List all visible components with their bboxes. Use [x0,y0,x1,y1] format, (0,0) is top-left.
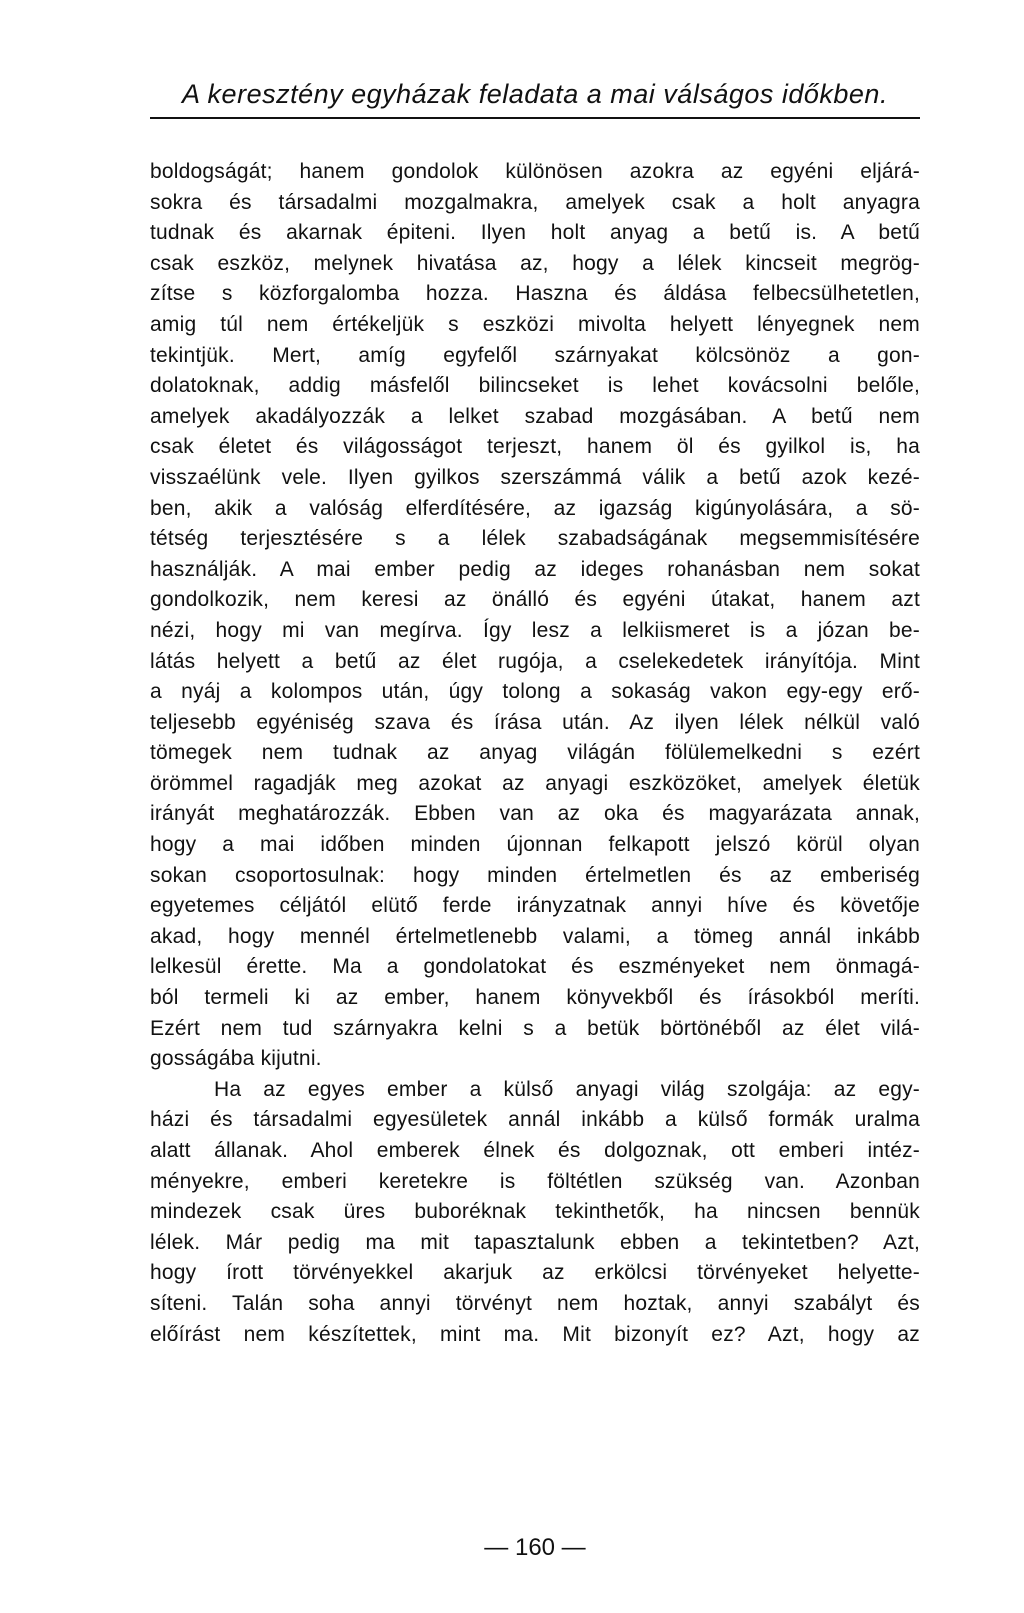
text-line: Ezért nem tud szárnyakra kelni s a betük börtönéből az élet vilá- [150,1016,920,1040]
text-line: örömmel ragadják meg azokat az anyagi eszközöket, amelyek életük [150,771,920,795]
text-line: zítse s közforgalomba hozza. Haszna és áldása felbecsülhetetlen, [150,282,920,306]
text-line: gondolkozik, nem keresi az önálló és egyéni útakat, hanem azt [150,588,920,612]
text-line: hogy a mai időben minden újonnan felkapott jelszó körül olyan [150,833,920,857]
running-title: A keresztény egyházak feladata a mai válságos időkben. [182,79,888,109]
text-line: dolatoknak, addig másfelől bilincseket is lehet kovácsolni belőle, [150,374,920,398]
text-line: használják. A mai ember pedig az ideges rohanásban nem sokat [150,557,920,581]
text-line: visszaélünk vele. Ilyen gyilkos szerszámmá válik a betű azok kezé- [150,465,920,489]
text-line: tekintjük. Mert, amíg egyfelől szárnyakat kölcsönöz a gon- [150,343,920,367]
text-line: lelkesül érette. Ma a gondolatokat és eszményeket nem önmagá- [150,955,920,979]
text-line: a nyáj a kolompos után, úgy tolong a sokaság vakon egy-egy erő- [150,680,920,704]
text-line: előírást nem készítettek, mint ma. Mit bizonyít ez? Azt, hogy az [150,1322,920,1346]
body-text [150,157,920,1350]
text-line: nézi, hogy mi van megírva. Így lesz a lelkiismeret is a józan be- [150,618,920,642]
text-line: csak életet és világosságot terjeszt, hanem öl és gyilkol is, ha [150,435,920,459]
text-line: tudnak és akarnak épiteni. Ilyen holt anyag a betű is. A betű [150,221,920,245]
text-line: alatt állanak. Ahol emberek élnek és dolgoznak, ott emberi intéz- [150,1139,920,1162]
text-line: ben, akik a valóság elferdítésére, az igazság kigúnyolására, a sö- [150,496,920,520]
text-line: egyetemes céljától elütő ferde irányzatnak annyi híve és követője [150,894,920,918]
paragraph-1 [150,157,920,1075]
text-line: síteni. Talán soha annyi törvényt nem hoztak, annyi szabályt és [150,1291,920,1315]
text-line: házi és társadalmi egyesületek annál inkább a külső formák uralma [150,1108,920,1132]
text-line: ból termeli ki az ember, hanem könyvekből és írásokból meríti. [150,986,920,1010]
text-line: csak eszköz, melynek hivatása az, hogy a lélek kincseit megrög- [150,251,920,275]
text-line: teljesebb egyéniség szava és írása után. Az ilyen lélek nélkül való [150,710,920,734]
text-line: amig túl nem értékeljük s eszközi mivolta helyett lényegnek nem [150,312,920,336]
text-line: ményekre, emberi keretekre is föltétlen szükség van. Azonban [150,1169,920,1193]
paragraph-2 [150,1075,920,1350]
text-line: látás helyett a betű az élet rugója, a cselekedetek irányítója. Mint [150,649,920,673]
text-line: akad, hogy mennél értelmetlenebb valami, a tömeg annál inkább [150,924,920,948]
text-line: sokra és társadalmi mozgalmakra, amelyek csak a holt anyagra [150,190,920,214]
text-line: amelyek akadályozzák a lelket szabad mozgásában. A betű nem [150,404,920,428]
text-line: Ha az egyes ember a külső anyagi világ szolgája: az egy- [214,1077,920,1101]
text-line: gosságába kijutni. [150,1047,322,1071]
text-line: tömegek nem tudnak az anyag világán fölülemelkedni s ezért [150,741,920,765]
text-line: hogy írott törvényekkel akarjuk az erkölcsi törvényeket helyette- [150,1261,920,1285]
text-line: boldogságát; hanem gondolok különösen azokra az egyéni eljárá- [150,160,920,183]
text-line: mindezek csak üres buboréknak tekinthetők, ha nincsen bennük [150,1200,920,1224]
text-line: lélek. Már pedig ma mit tapasztalunk ebben a tekintetben? Azt, [150,1230,920,1254]
page-number: — 160 — [484,1534,586,1561]
text-line: irányát meghatározzák. Ebben van az oka és magyarázata annak, [150,802,920,826]
text-line: sokan csoportosulnak: hogy minden értelmetlen és az emberiség [150,863,920,887]
header-rule [150,117,920,119]
text-line: tétség terjesztésére s a lélek szabadságának megsemmisítésére [150,527,920,551]
